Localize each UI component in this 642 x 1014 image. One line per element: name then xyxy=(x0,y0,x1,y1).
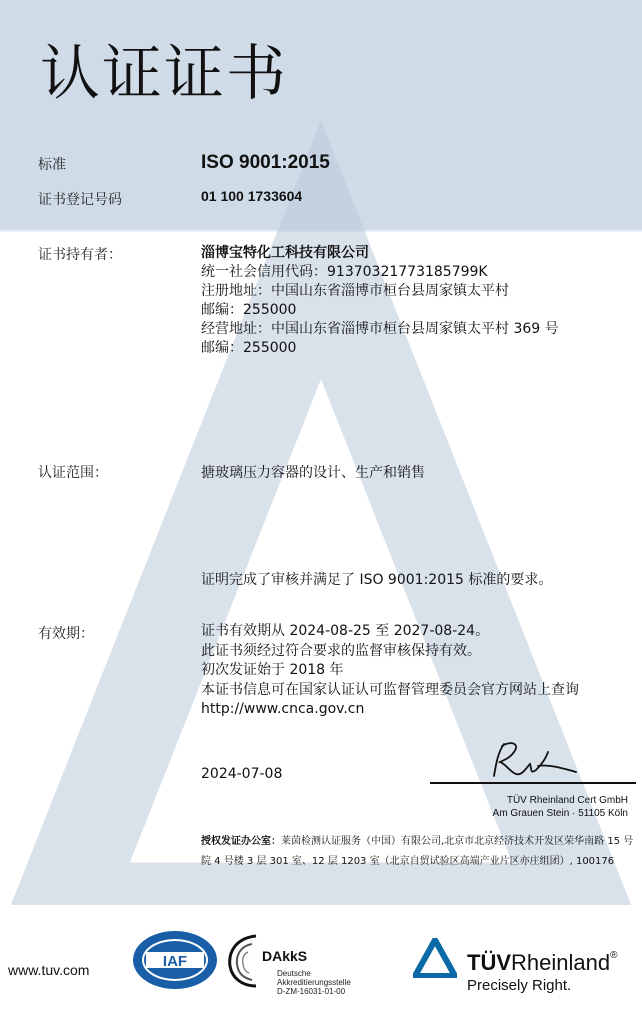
signature-line xyxy=(430,782,636,784)
verification-url[interactable]: http://www.cnca.gov.cn xyxy=(201,701,365,717)
standard-label: 标准 xyxy=(38,157,66,173)
standard-value: ISO 9001:2015 xyxy=(201,152,330,173)
tuv-triangle-icon xyxy=(413,938,457,978)
holder-registered-postcode: 邮编：255000 xyxy=(201,302,297,318)
holder-credit-code: 统一社会信用代码：91370321773185799K xyxy=(201,264,488,280)
holder-business-postcode: 邮编：255000 xyxy=(201,340,297,356)
tuv-brand-bold: TÜV xyxy=(467,950,511,975)
holder-registered-address: 注册地址：中国山东省淄博市桓台县周家镇太平村 xyxy=(201,283,509,299)
dakks-sub-line2: Akkreditierungsstelle xyxy=(277,978,351,987)
certificate-title: 认证证书 xyxy=(40,39,288,109)
holder-business-address: 经营地址：中国山东省淄博市桓台县周家镇太平村 369 号 xyxy=(201,321,559,337)
registration-number-label: 证书登记号码 xyxy=(38,192,122,208)
initial-issue-year: 初次发证始于 2018 年 xyxy=(201,662,344,678)
scope-value: 搪玻璃压力容器的设计、生产和销售 xyxy=(201,465,425,481)
dakks-subtitle xyxy=(277,969,351,996)
issuing-office-text: 莱茵检测认证服务（中国）有限公司,北京市北京经济技术开发区荣华南路 15 号院 4 号楼 3 层 301 室、12 层 1203 室（北京自贸试验区高端产业片区亦庄组团）, 100176 xyxy=(201,836,634,867)
dakks-name: DAkkS xyxy=(262,948,308,964)
header-separator xyxy=(0,230,642,232)
tuv-brand-name xyxy=(467,950,617,976)
holder-company-name: 淄博宝特化工科技有限公司 xyxy=(201,245,369,261)
issuer-address xyxy=(493,794,628,820)
signature-icon xyxy=(486,738,586,782)
compliance-statement: 证明完成了审核并满足了 ISO 9001:2015 标准的要求。 xyxy=(201,572,553,588)
verification-note: 本证书信息可在国家认证认可监督管理委员会官方网站上查询 xyxy=(201,681,579,698)
holder-block xyxy=(201,244,559,358)
tuv-brand-rest: Rheinland xyxy=(511,950,611,975)
scope-label: 认证范围： xyxy=(38,465,108,481)
iaf-logo-icon xyxy=(132,930,218,990)
tuv-tagline: Precisely Right. xyxy=(467,977,572,994)
issuer-street: Am Grauen Stein · 51105 Köln xyxy=(492,808,628,819)
registration-number-value: 01 100 1733604 xyxy=(201,188,303,204)
issuing-office-label: 授权发证办公室： xyxy=(201,836,281,847)
issuer-company: TÜV Rheinland Cert GmbH xyxy=(506,795,628,806)
website-link[interactable]: www.tuv.com xyxy=(8,962,90,978)
validity-label: 有效期： xyxy=(38,626,94,642)
dakks-sub-line3: D-ZM-16031-01-00 xyxy=(277,987,346,996)
issue-date: 2024-07-08 xyxy=(201,766,283,782)
dakks-sub-line1: Deutsche xyxy=(277,969,311,978)
validity-period: 证书有效期从 2024-08-25 至 2027-08-24。 xyxy=(201,623,490,639)
issuing-office xyxy=(201,832,641,872)
tuv-registered-mark: ® xyxy=(610,950,618,961)
dakks-logo-icon xyxy=(222,930,262,990)
validity-block xyxy=(201,622,579,720)
holder-label: 证书持有者： xyxy=(38,247,122,263)
svg-text:IAF: IAF xyxy=(162,953,188,970)
validity-condition: 此证书须经过符合要求的监督审核保持有效。 xyxy=(201,642,481,659)
